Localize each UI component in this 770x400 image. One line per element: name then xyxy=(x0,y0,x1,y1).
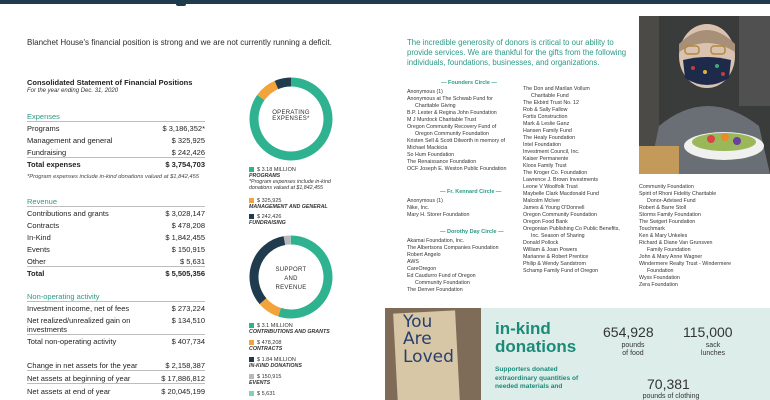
donor-name: Richard & Diane Van Grunsven xyxy=(639,239,713,246)
divider xyxy=(27,370,205,371)
donor-name: Oregon Community Foundation xyxy=(523,211,597,218)
legend-management: $ 325,925 MANAGEMENT AND GENERAL xyxy=(249,198,328,210)
divider xyxy=(27,206,205,207)
legend-events: $ 150,915 EVENTS xyxy=(249,374,282,386)
legend-swatch xyxy=(249,214,254,219)
revenue-row-inkind: In-Kind $ 1,842,455 xyxy=(27,233,205,242)
stat-food-number: 654,928 xyxy=(603,324,654,340)
nonop-row-gain: Net realized/unrealized gain on investments $ 134,510 xyxy=(27,316,205,334)
revenue-row-contributions: Contributions and grants $ 3,028,147 xyxy=(27,209,205,218)
donor-list-col3 xyxy=(639,184,731,289)
donor-name: Oregon Community Recovery Fund of xyxy=(407,123,497,130)
donor-name: Kloos Family Trust xyxy=(523,162,567,169)
divider xyxy=(27,121,205,122)
donor-name: Akamai Foundation, Inc. xyxy=(407,238,465,244)
expenses-note: *Program expenses include in-kind donations valued at $1,842,455 xyxy=(27,174,200,180)
legend-swatch xyxy=(249,323,254,328)
donut-slice-events xyxy=(284,240,290,241)
legend-fundraising: $ 242,426 FUNDRAISING xyxy=(249,214,286,226)
donor-name: Intel Foundation xyxy=(523,141,561,148)
donor-name: The Denver Foundation xyxy=(407,286,463,293)
legend-contributions: $ 3.1 MILLION CONTRIBUTIONS AND GRANTS xyxy=(249,323,330,335)
divider xyxy=(27,334,205,335)
stat-lunches-label: sack lunches xyxy=(700,342,726,358)
divider xyxy=(27,266,205,267)
donor-name: Inc. Season of Sharing xyxy=(531,232,585,239)
net-beginning-row: Net assets at beginning of year $ 17,886,812 xyxy=(27,374,205,383)
total-nonop-row: Total non-operating activity $ 407,734 xyxy=(27,337,205,346)
donor-name: William & Joan Powers xyxy=(523,246,578,253)
legend-contracts: $ 478,208 CONTRACTS xyxy=(249,340,283,352)
legend-swatch xyxy=(249,374,254,379)
donor-name: Anonymous (1) xyxy=(407,89,443,95)
divider xyxy=(27,301,205,302)
founders-circle-title: — Founders Circle — xyxy=(441,80,497,86)
header-stripe xyxy=(0,0,770,4)
donor-name: Maybelle Clark Macdonald Fund xyxy=(523,190,599,197)
legend-swatch xyxy=(249,198,254,203)
donor-name: Community Foundation xyxy=(639,184,694,190)
volunteer-photo xyxy=(639,16,770,174)
donor-name: Donald Pollock xyxy=(523,239,559,246)
donut-slice-management-and-general xyxy=(261,85,277,98)
donor-name: Community Foundation xyxy=(415,279,470,286)
donor-name: Charitable Fund xyxy=(531,92,569,99)
stat-food-label: pounds of food xyxy=(621,342,645,358)
header-band xyxy=(0,0,770,14)
donor-name: Oregon Community Foundation xyxy=(415,130,489,137)
donor-name: The Healy Foundation xyxy=(523,134,576,141)
expense-row-management: Management and general $ 325,925 xyxy=(27,136,205,145)
donor-name: Oregonian Publishing Co Public Benefits, xyxy=(523,225,620,232)
donor-name: Malcolm McIver xyxy=(523,197,561,204)
donor-name: Mary H. Storer Foundation xyxy=(407,211,470,218)
stat-clothing-label: pounds of clothing xyxy=(642,393,700,400)
donor-name: Ed Caudurro Fund of Oregon xyxy=(407,272,476,279)
stat-lunches-number: 115,000 xyxy=(683,324,733,340)
divider xyxy=(27,383,205,384)
donor-name: AWS xyxy=(407,258,419,265)
revenue-row-contracts: Contracts $ 478,208 xyxy=(27,221,205,230)
donor-name: Spirit of Rhoni Fidelity Charitable xyxy=(639,190,717,197)
donor-name: Charitable Giving xyxy=(415,102,456,109)
donor-name: Family Foundation xyxy=(647,246,691,253)
donor-name: Zera Foundation xyxy=(639,281,678,288)
donor-name: Ken & Mary Unkeles xyxy=(639,232,688,239)
donut-slice-contracts xyxy=(263,301,280,312)
expenses-heading: Expenses xyxy=(27,112,60,121)
donut-slice-fundraising xyxy=(276,82,291,85)
legend-other: $ 5,631 xyxy=(249,391,275,397)
donor-name: CareOregon xyxy=(407,265,437,272)
donor-name: Kaiser Permanente xyxy=(523,155,569,162)
nonop-heading: Non-operating activity xyxy=(27,292,100,301)
donor-name: Nike, Inc. xyxy=(407,204,430,211)
donor-name: Mark & Leslie Ganz xyxy=(523,120,570,127)
donor-name: Philip & Wendy Sandstrom xyxy=(523,260,586,267)
donor-name: Lawrence J. Brown Investments xyxy=(523,176,599,183)
donor-name: The Swigert Foundation xyxy=(639,218,696,225)
donor-name: Fortis Construction xyxy=(523,113,568,120)
donor-name: Marianne & Robert Prentice xyxy=(523,253,589,260)
donor-name: Hansen Family Fund xyxy=(523,127,572,134)
stat-clothing-number: 70,381 xyxy=(647,376,690,392)
legend-programs: $ 3.18 MILLION PROGRAMS *Program expenses include in-kind donations valued at $1,842,455 xyxy=(249,167,331,192)
donor-name: So Hum Foundation xyxy=(407,151,455,158)
donor-name: Robert & Barre Stoll xyxy=(639,204,687,211)
volunteer-illustration xyxy=(639,16,770,174)
nonop-row-investment: Investment income, net of fees $ 273,224 xyxy=(27,304,205,313)
statement-title: Consolidated Statement of Financial Positions xyxy=(27,78,193,87)
intro-text: Blanchet House's financial position is strong and we are not currently running a deficit. xyxy=(27,38,332,47)
inkind-text: Supporters donated extraordinary quantities of needed materials and xyxy=(495,366,579,391)
divider xyxy=(27,157,205,158)
kennard-circle-title: — Fr. Kennard Circle — xyxy=(440,189,502,195)
donor-name: Foundation xyxy=(647,267,674,274)
inkind-title: in-kind donations xyxy=(495,319,577,356)
donor-name: Investment Council, Inc. xyxy=(523,148,580,155)
donor-name: Storms Family Foundation xyxy=(639,211,701,218)
donor-name: Donor-Advised Fund xyxy=(647,197,696,204)
donor-name: The Don and Marilan Vollum xyxy=(523,86,590,92)
donor-name: Leone V Woolfolk Trust xyxy=(523,183,578,190)
kennard-list xyxy=(407,198,469,219)
donor-name: Robert Angelo xyxy=(407,251,441,258)
donor-name: Windermere Realty Trust - Windermere xyxy=(639,260,732,267)
donor-name: The Albertsons Companies Foundation xyxy=(407,244,499,251)
donor-name: Kristen Sell & Scott Dilworth in memory of xyxy=(407,137,506,144)
legend-swatch xyxy=(249,357,254,362)
net-change-row: Change in net assets for the year $ 2,158,387 xyxy=(27,361,205,370)
donor-name: The Renaissance Foundation xyxy=(407,158,477,165)
legend-inkind: $ 1.84 MILLION IN-KIND DONATIONS xyxy=(249,357,302,369)
founders-list-col2 xyxy=(523,86,620,275)
donor-name: The Ekbird Trust No. 12 xyxy=(523,99,579,106)
revenue-row-events: Events $ 150,915 xyxy=(27,245,205,254)
operating-expenses-title: OPERATING EXPENSES* xyxy=(272,110,310,122)
donor-intro: The incredible generosity of donors is critical to our ability to provide services. We are thankful for the gifts from the following individuals, foundations, businesses, and organizations. xyxy=(407,38,627,67)
cropped-heading-glyph xyxy=(176,0,186,6)
donor-name: M J Murdock Charitable Trust xyxy=(407,116,477,123)
donor-name: Oregon Food Bank xyxy=(523,218,568,225)
legend-swatch xyxy=(249,340,254,345)
net-end-row: Net assets at end of year $ 20,045,199 xyxy=(27,387,205,396)
total-expenses-row: Total expenses $ 3,754,703 xyxy=(27,160,205,169)
donor-name: B.P. Lester & Regina John Foundation xyxy=(407,109,497,116)
expense-row-fundraising: Fundraising $ 242,426 xyxy=(27,148,205,157)
donor-name: Anonymous at The Schwab Fund for xyxy=(407,95,493,102)
you-are-loved-photo xyxy=(385,308,481,400)
legend-swatch xyxy=(249,391,254,396)
dorothy-circle-title: — Dorothy Day Circle — xyxy=(440,229,504,235)
donor-name: James & Young O'Donnell xyxy=(523,204,585,211)
inkind-panel xyxy=(385,308,770,400)
statement-subtitle: For the year ending Dec. 31, 2020 xyxy=(27,88,119,94)
donor-name: Anonymous (1) xyxy=(407,198,443,204)
donor-name: Rob & Sally Fallow xyxy=(523,106,568,113)
donor-name: Schamp Family Fund of Oregon xyxy=(523,267,599,274)
donor-name: OCF Joseph E. Weston Public Foundation xyxy=(407,165,507,172)
expense-row-programs: Programs $ 3,186,352* xyxy=(27,124,205,133)
sign-text: You Are Loved xyxy=(403,312,454,367)
revenue-row-other: Other $ 5,631 xyxy=(27,257,205,266)
founders-list-col1 xyxy=(407,89,506,173)
donor-name: The Kroger Co. Foundation xyxy=(523,169,588,176)
revenue-heading: Revenue xyxy=(27,197,58,206)
donor-name: Wyss Foundation xyxy=(639,274,680,281)
dorothy-list xyxy=(407,238,499,294)
support-revenue-title: SUPPORT AND REVENUE xyxy=(275,267,307,291)
donor-name: Touchmark xyxy=(639,225,665,232)
donor-name: John & Mary Anne Wagner xyxy=(639,253,703,260)
total-revenue-row: Total $ 5,505,356 xyxy=(27,269,205,278)
legend-swatch xyxy=(249,167,254,172)
donor-name: Michael Mackicia xyxy=(407,144,448,151)
